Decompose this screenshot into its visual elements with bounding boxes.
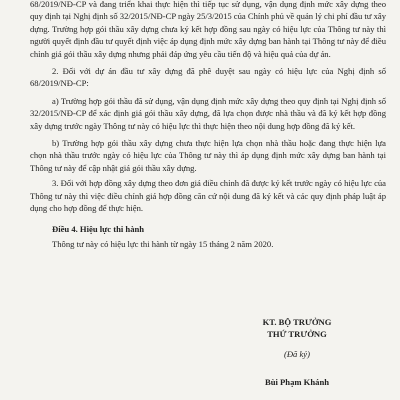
paragraph-clause-3: 3. Đối với hợp đồng xây dựng theo đơn giá điều chỉnh đã được ký kết trước ngày có hiệu lực của Thông tư này thì việc điều chỉnh giá hợp đồng căn cứ nội dung đã ký kết và các quy định pháp luật áp dụng cho hợp đồng để thực hiện.	[30, 178, 386, 214]
paragraph-clause-2: 2. Đối với dự án đầu tư xây dựng đã phê duyệt sau ngày có hiệu lực của Nghị định số 68/2019/NĐ-CP:	[30, 66, 386, 89]
paragraph-clause-2b: b) Trường hợp gói thầu xây dựng chưa thực hiện lựa chọn nhà thầu hoặc đang thực hiện lựa chọn nhà thầu trước ngày có hiệu lực của Thông tư này thì áp dụng định mức xây dựng ban hành tại Thông tư này để cập nhật giá gói thầu xây dựng.	[30, 138, 386, 173]
signature-title-line1: KT. BỘ TRƯỞNG	[262, 317, 332, 327]
paragraph-clause-2a: a) Trường hợp gói thầu đã sử dụng, vận dụng định mức xây dựng theo quy định tại Nghị định số 32/2015/NĐ-CP để xác định giá gói thầu xây dựng, đã lựa chọn được nhà thầu và đã ký kết hợp đồng xây dựng trước ngày Thông tư này có hiệu lực thì thực hiện theo nội dung hợp đồng đã ký kết.	[30, 95, 386, 131]
article-4-title: Điều 4. Hiệu lực thi hành	[52, 223, 145, 234]
document-body	[30, 0, 386, 250]
signatory-name: Bùi Phạm Khánh	[265, 377, 329, 387]
signature-signed-note: (Đã ký)	[283, 349, 310, 359]
signature-title-block	[222, 316, 372, 340]
signature-title-line2: THỨ TRƯỞNG	[267, 329, 327, 339]
paragraph-continuation: 68/2019/NĐ-CP và đang triển khai thực hiện thì tiếp tục sử dụng, vận dụng định mức xây dựng theo quy định tại Nghị định số 32/2015/NĐ-CP ngày 25/3/2015 của Chính phủ về quản lý chi phí đầu tư xây dựng. Trường hợp gói thầu xây dựng chưa ký kết hợp đồng sau ngày có hiệu lực của Thông tư này thì người quyết định đầu tư quyết định việc áp dụng định mức xây dựng ban hành tại Thông tư này để điều chỉnh giá gói thầu xây dựng nhưng phải đáp ứng yêu cầu tiến độ và hiệu quả của dự án.	[30, 0, 386, 59]
article-4-body: Thông tư này có hiệu lực thi hành từ ngày 15 tháng 2 năm 2020.	[52, 238, 274, 249]
